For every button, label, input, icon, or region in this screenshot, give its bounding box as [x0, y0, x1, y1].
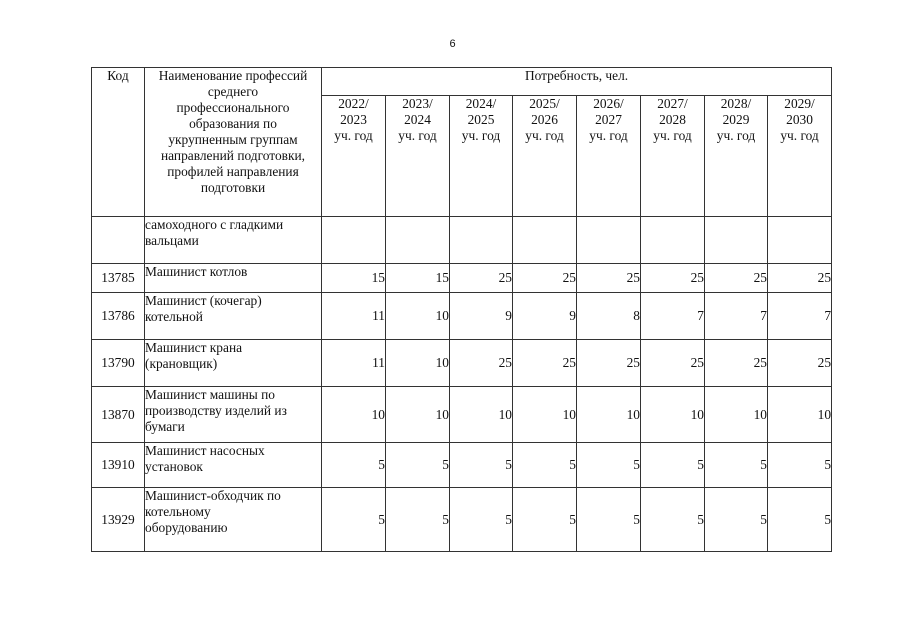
header-name-line: профессионального	[176, 100, 290, 115]
row-value: 5	[450, 488, 513, 552]
row-value: 5	[705, 488, 768, 552]
row-code	[92, 217, 145, 264]
row-code: 13929	[92, 488, 145, 552]
row-name-line: самоходного с гладкими	[145, 217, 284, 232]
row-name-line: Машинист (кочегар)	[145, 293, 262, 308]
row-value: 25	[450, 340, 513, 387]
row-value	[450, 217, 513, 264]
header-year: 2027/ 2028 уч. год	[641, 96, 705, 217]
row-value	[641, 217, 705, 264]
header-name-line: профилей направления	[167, 164, 299, 179]
row-value: 5	[705, 443, 768, 488]
row-value: 5	[450, 443, 513, 488]
row-code: 13910	[92, 443, 145, 488]
row-value: 15	[322, 264, 386, 293]
row-value	[705, 217, 768, 264]
row-name	[145, 340, 322, 387]
row-value: 10	[641, 387, 705, 443]
row-value: 25	[513, 340, 577, 387]
row-value: 10	[577, 387, 641, 443]
row-name-line: производству изделий из	[145, 403, 287, 418]
row-value: 25	[577, 340, 641, 387]
row-name-line: Машинист машины по	[145, 387, 275, 402]
table-row	[92, 387, 832, 443]
row-value: 7	[641, 293, 705, 340]
header-year: 2024/ 2025 уч. год	[450, 96, 513, 217]
header-name	[145, 68, 322, 217]
row-code: 13870	[92, 387, 145, 443]
header-name-line: подготовки	[200, 180, 266, 195]
row-value: 5	[768, 443, 832, 488]
row-value: 25	[577, 264, 641, 293]
header-name-line: среднего	[207, 84, 259, 99]
row-value: 5	[322, 488, 386, 552]
row-value: 10	[386, 340, 450, 387]
row-value: 7	[705, 293, 768, 340]
row-name-line: оборудованию	[145, 520, 228, 535]
row-value	[386, 217, 450, 264]
header-year: 2029/ 2030 уч. год	[768, 96, 832, 217]
row-value: 10	[386, 293, 450, 340]
row-code: 13786	[92, 293, 145, 340]
row-value: 5	[577, 443, 641, 488]
row-value: 5	[641, 488, 705, 552]
table-row	[92, 217, 832, 264]
row-code: 13790	[92, 340, 145, 387]
header-code: Код	[92, 68, 145, 217]
row-name-line: вальцами	[145, 233, 199, 248]
row-name	[145, 217, 322, 264]
header-year: 2023/ 2024 уч. год	[386, 96, 450, 217]
row-value: 5	[513, 443, 577, 488]
row-value: 5	[386, 443, 450, 488]
row-value: 5	[577, 488, 641, 552]
row-value: 25	[705, 340, 768, 387]
row-value: 25	[450, 264, 513, 293]
row-name	[145, 293, 322, 340]
page-number: 6	[449, 38, 456, 50]
row-name	[145, 443, 322, 488]
row-value: 9	[513, 293, 577, 340]
row-value: 7	[768, 293, 832, 340]
row-value: 25	[705, 264, 768, 293]
row-value: 11	[322, 293, 386, 340]
header-name-line: укрупненным группам	[168, 132, 298, 147]
header-name-line: Наименование профессий	[158, 68, 308, 83]
row-name-line: котельной	[145, 309, 203, 324]
header-year: 2022/ 2023 уч. год	[322, 96, 386, 217]
row-value: 5	[641, 443, 705, 488]
table-body	[92, 217, 832, 552]
header-need: Потребность, чел.	[322, 68, 832, 96]
row-value	[513, 217, 577, 264]
header-name-line: образования по	[189, 116, 277, 131]
row-value: 25	[768, 340, 832, 387]
table-row	[92, 443, 832, 488]
row-name-line: (крановщик)	[145, 356, 218, 371]
row-value: 10	[705, 387, 768, 443]
row-value: 8	[577, 293, 641, 340]
row-value: 25	[641, 264, 705, 293]
row-value: 10	[513, 387, 577, 443]
row-name	[145, 488, 322, 552]
row-name-line: Машинист котлов	[145, 264, 248, 279]
table-row	[92, 293, 832, 340]
row-value: 5	[386, 488, 450, 552]
row-value: 10	[768, 387, 832, 443]
header-year: 2025/ 2026 уч. год	[513, 96, 577, 217]
header-year: 2028/ 2029 уч. год	[705, 96, 768, 217]
row-value: 25	[513, 264, 577, 293]
table-row	[92, 264, 832, 293]
row-value: 10	[450, 387, 513, 443]
row-value: 10	[322, 387, 386, 443]
row-value: 15	[386, 264, 450, 293]
row-value: 5	[768, 488, 832, 552]
row-value: 25	[768, 264, 832, 293]
demand-table	[91, 67, 832, 552]
row-name	[145, 387, 322, 443]
row-name	[145, 264, 322, 293]
row-code: 13785	[92, 264, 145, 293]
row-name-line: установок	[145, 459, 203, 474]
table-row	[92, 488, 832, 552]
header-name-line: направлений подготовки,	[160, 148, 306, 163]
row-name-line: Машинист-обходчик по	[145, 488, 281, 503]
row-name-line: Машинист крана	[145, 340, 243, 355]
row-name-line: котельному	[145, 504, 211, 519]
row-value: 5	[322, 443, 386, 488]
row-value	[768, 217, 832, 264]
row-value	[577, 217, 641, 264]
row-value: 25	[641, 340, 705, 387]
row-value: 9	[450, 293, 513, 340]
row-value: 10	[386, 387, 450, 443]
row-value: 11	[322, 340, 386, 387]
row-name-line: Машинист насосных	[145, 443, 265, 458]
table-row	[92, 340, 832, 387]
header-year: 2026/ 2027 уч. год	[577, 96, 641, 217]
row-name-line: бумаги	[145, 419, 185, 434]
row-value: 5	[513, 488, 577, 552]
row-value	[322, 217, 386, 264]
